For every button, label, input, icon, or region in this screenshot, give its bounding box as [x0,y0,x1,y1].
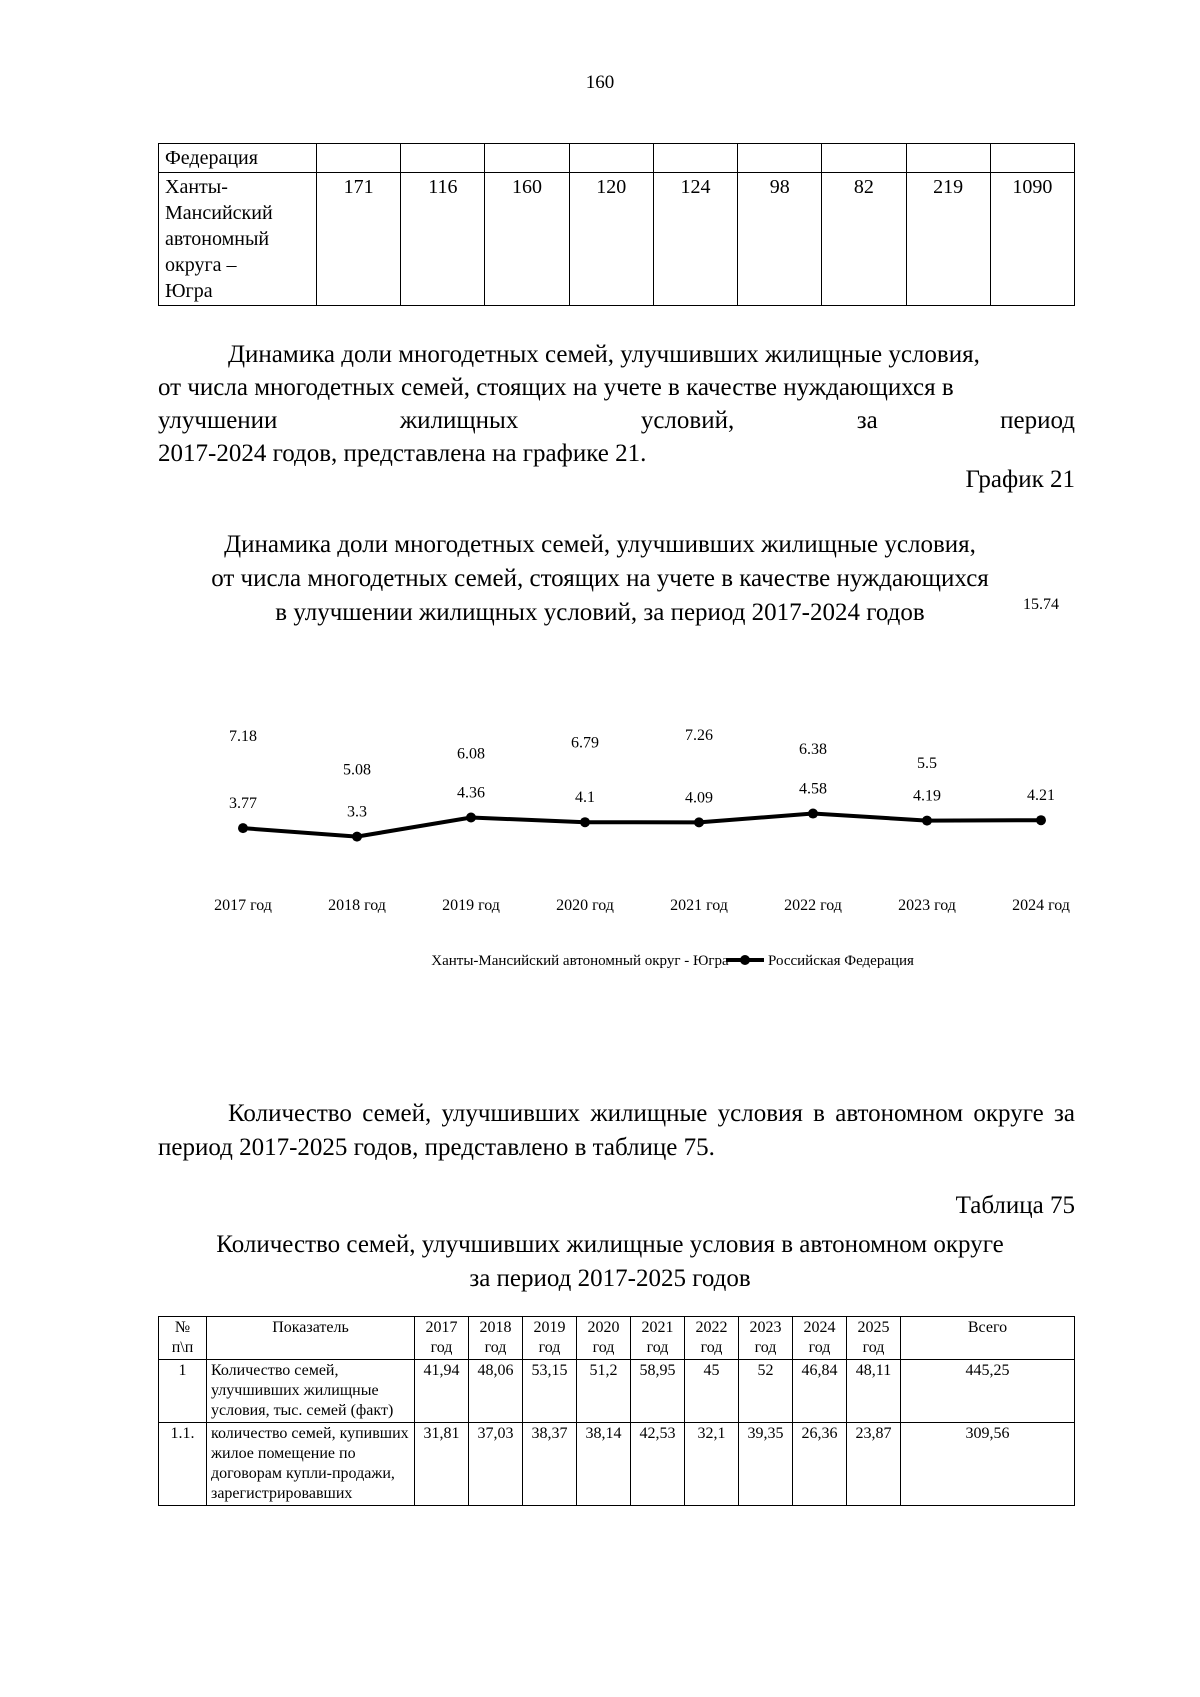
row-indicator: Количество семей, улучшивших жилищные условия, тыс. семей (факт) [207,1360,415,1423]
table-cell: 445,25 [901,1360,1075,1423]
table-title-line-1: Количество семей, улучшивших жилищные условия в автономном округе [216,1231,1004,1258]
table-cell: 53,15 [523,1360,577,1423]
data-label-hmao: 5.5 [917,755,937,772]
table-cell: 1090 [990,173,1074,306]
paragraph-1 [158,338,1075,470]
data-label-russian-federation: 4.09 [685,789,713,807]
paragraph-2-text: Количество семей, улучшивших жилищные условия в автономном округе за период 2017-2025 годов, представлено в таблице 75. [158,1100,1075,1161]
row-label: Ханты- Мансийский автономный округа – Югра [159,173,317,306]
paragraph-1-line-1: Динамика доли многодетных семей, улучшивших жилищные условия, [228,341,980,368]
x-tick-label: 2019 год [442,897,500,914]
table-cell [906,144,990,173]
paragraph-1-line-4: 2017-2024 годов, представлена на графике 21. [158,440,647,467]
data-label-hmao: 5.08 [343,761,371,779]
table-cell: 46,84 [793,1360,847,1423]
table-row [159,144,1075,173]
table-cell: 38,14 [577,1423,631,1506]
data-label-hmao: 15.74 [1023,596,1059,613]
column-header: Показатель [207,1317,415,1360]
table-cell: 26,36 [793,1423,847,1506]
table-row [159,173,1075,306]
table-cell: 39,35 [739,1423,793,1506]
table-cell: 98 [738,173,822,306]
data-label-hmao: 7.18 [229,728,257,746]
table-cell: 51,2 [577,1360,631,1423]
row-label: Федерация [159,144,317,173]
table-cell: 31,81 [415,1423,469,1506]
table-cell: 37,03 [469,1423,523,1506]
column-header: Всего [901,1317,1075,1360]
table-cell: 219 [906,173,990,306]
x-tick-label: 2021 год [670,897,728,914]
table-cell [569,144,653,173]
data-point-russian-federation [694,817,704,827]
table-row [159,1360,1075,1423]
column-header: 2021 год [631,1317,685,1360]
chart-title [130,528,1070,630]
table-cell: 120 [569,173,653,306]
table-cell [822,144,906,173]
data-label-hmao: 6.38 [799,740,827,758]
table-cell [317,144,401,173]
column-header: 2019 год [523,1317,577,1360]
column-header: № п\п [159,1317,207,1360]
data-label-hmao: 7.26 [685,726,713,744]
table-cell: 116 [401,173,485,306]
x-tick-label: 2018 год [328,897,386,914]
x-tick-label: 2024 год [1012,897,1070,914]
table-cell: 23,87 [847,1423,901,1506]
x-tick-label: 2020 год [556,897,614,914]
table-title [140,1228,1080,1296]
column-header: 2025 год [847,1317,901,1360]
data-point-russian-federation [580,817,590,827]
x-tick-label: 2022 год [784,897,842,914]
table-cell: 42,53 [631,1423,685,1506]
paragraph-1-line-2: от числа многодетных семей, стоящих на учете в качестве нуждающихся в [158,374,954,401]
table-cell [990,144,1074,173]
data-point-russian-federation [352,832,362,842]
column-header: 2023 год [739,1317,793,1360]
data-label-russian-federation: 4.21 [1027,787,1055,805]
paragraph-2 [158,1097,1075,1165]
data-point-russian-federation [1036,815,1046,825]
table-cell: 58,95 [631,1360,685,1423]
chart-title-line-2: от числа многодетных семей, стоящих на учете в качестве нуждающихся [211,565,989,592]
data-label-russian-federation: 4.58 [799,780,827,798]
data-label-russian-federation: 4.36 [457,784,485,802]
column-header: 2024 год [793,1317,847,1360]
table-cell: 48,06 [469,1360,523,1423]
data-point-russian-federation [922,816,932,826]
legend-marker-russian-federation [740,955,750,965]
data-label-hmao: 6.08 [457,745,485,763]
x-tick-label: 2023 год [898,897,956,914]
x-tick-label: 2017 год [214,897,272,914]
table-cell: 82 [822,173,906,306]
legend-label-hmao: Ханты-Мансийский автономный округ - Югра [431,953,729,969]
data-label-russian-federation: 3.3 [347,803,367,821]
data-label-russian-federation: 4.1 [575,789,595,807]
column-header: 2018 год [469,1317,523,1360]
row-indicator: количество семей, купивших жилое помещение по договорам купли-продажи, зарегистрировавших [207,1423,415,1506]
chart-title-line-3: в улучшении жилищных условий, за период 2017-2024 годов [275,599,925,626]
table-75 [158,1316,1075,1506]
table-cell: 160 [485,173,569,306]
column-header: 2022 год [685,1317,739,1360]
table-cell: 48,11 [847,1360,901,1423]
table-cell [653,144,737,173]
table-cell: 32,1 [685,1423,739,1506]
table-cell [485,144,569,173]
chart-title-line-1: Динамика доли многодетных семей, улучшивших жилищные условия, [224,531,976,558]
table-cell: 171 [317,173,401,306]
row-number: 1 [159,1360,207,1423]
table-cell [401,144,485,173]
table-cell [738,144,822,173]
table-row [159,1423,1075,1506]
table-label: Таблица 75 [955,1192,1075,1219]
graph-label: График 21 [965,466,1075,493]
data-point-russian-federation [808,809,818,819]
table-cell: 41,94 [415,1360,469,1423]
column-header: 2020 год [577,1317,631,1360]
legend-label-russian-federation: Российская Федерация [768,953,914,969]
data-label-russian-federation: 4.19 [913,787,941,805]
row-number: 1.1. [159,1423,207,1506]
table-cell: 52 [739,1360,793,1423]
page-number: 160 [585,72,615,93]
top-table [158,143,1075,306]
data-label-russian-federation: 3.77 [229,795,257,813]
table-title-line-2: за период 2017-2025 годов [469,1265,751,1292]
paragraph-1-line-3: улучшении жилищных условий, за период [158,407,1075,434]
data-label-hmao: 6.79 [571,734,599,752]
column-header: 2017 год [415,1317,469,1360]
table-cell: 124 [653,173,737,306]
table-cell: 38,37 [523,1423,577,1506]
table-cell: 309,56 [901,1423,1075,1506]
data-point-russian-federation [238,823,248,833]
table-cell: 45 [685,1360,739,1423]
data-point-russian-federation [466,813,476,823]
